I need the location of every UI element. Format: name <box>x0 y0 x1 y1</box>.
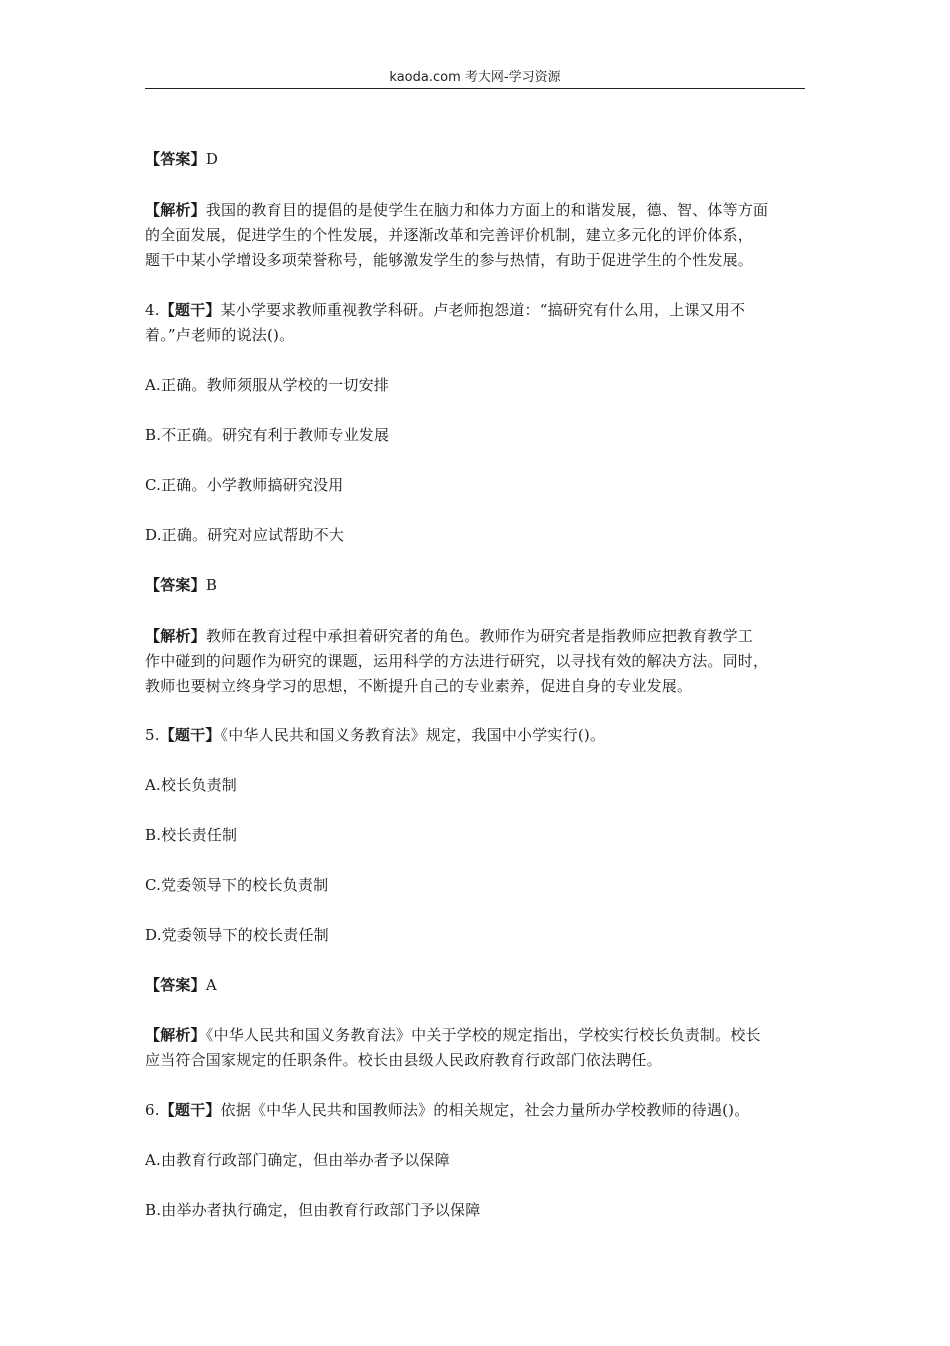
explanation-tag: 【解析】 <box>145 1026 206 1044</box>
option-6b: B.由举办者执行确定，但由教育行政部门予以保障 <box>145 1201 481 1219</box>
answer-4 <box>145 573 817 598</box>
explanation-line: 应当符合国家规定的任职条件。校长由县级人民政府教育行政部门依法聘任。 <box>145 1051 662 1069</box>
option-5c: C.党委领导下的校长负责制 <box>145 876 329 894</box>
question-6: 6.【题干】依据《中华人民共和国教师法》的相关规定，社会力量所办学校教师的待遇()。 <box>145 1101 750 1119</box>
question-number: 4. <box>145 301 160 319</box>
option-4b: B.不正确。研究有利于教师专业发展 <box>145 426 390 444</box>
question-number: 5. <box>145 726 160 744</box>
explanation-line: 教师也要树立终身学习的思想，不断提升自己的专业素养，促进自身的专业发展。 <box>145 677 693 695</box>
question-tag: 【题干】 <box>159 726 221 744</box>
answer-value: B <box>205 576 218 594</box>
question-number: 6. <box>145 1101 160 1119</box>
answer-3 <box>145 147 817 172</box>
option-5b: B.校长责任制 <box>145 826 238 844</box>
option-4a: A.正确。教师须服从学校的一切安排 <box>145 376 390 394</box>
explanation-line: 【解析】《中华人民共和国义务教育法》中关于学校的规定指出，学校实行校长负责制。校长 <box>145 1026 761 1044</box>
explanation-line: 【解析】教师在教育过程中承担着研究者的角色。教师作为研究者是指教师应把教育教学工 <box>145 627 754 645</box>
page-header <box>145 64 805 89</box>
explanation-4 <box>145 624 817 699</box>
question-4 <box>145 298 817 348</box>
option-4c: C.正确。小学教师搞研究没用 <box>145 476 344 494</box>
answer-5 <box>145 973 817 998</box>
option-6a: A.由教育行政部门确定，但由举办者予以保障 <box>145 1151 450 1169</box>
explanation-line: 【解析】我国的教育目的提倡的是使学生在脑力和体力方面上的和谐发展，德、智、体等方面 <box>145 201 769 219</box>
explanation-tag: 【解析】 <box>145 201 206 219</box>
question-line: 4.【题干】某小学要求教师重视教学科研。卢老师抱怨道：“搞研究有什么用，上课又用不 <box>145 301 746 319</box>
question-line: 着。”卢老师的说法()。 <box>145 326 295 344</box>
option-5a: A.校长负责制 <box>145 776 238 794</box>
explanation-3 <box>145 198 817 273</box>
answer-tag: 【答案】 <box>145 576 206 594</box>
answer-tag: 【答案】 <box>145 150 206 168</box>
explanation-line: 作中碰到的问题作为研究的课题，运用科学的方法进行研究，以寻找有效的解决方法。同时， <box>145 652 769 670</box>
question-tag: 【题干】 <box>159 301 221 319</box>
answer-value: D <box>205 150 219 168</box>
explanation-tag: 【解析】 <box>145 627 206 645</box>
answer-tag: 【答案】 <box>145 976 206 994</box>
header-text: kaoda.com 考大网-学习资源 <box>389 70 561 85</box>
question-tag: 【题干】 <box>159 1101 221 1119</box>
question-5: 5.【题干】《中华人民共和国义务教育法》规定，我国中小学实行()。 <box>145 726 606 744</box>
explanation-5 <box>145 1023 817 1073</box>
explanation-line: 题干中某小学增设多项荣誉称号，能够激发学生的参与热情，有助于促进学生的个性发展。 <box>145 251 754 269</box>
explanation-line: 的全面发展，促进学生的个性发展，并逐渐改革和完善评价机制，建立多元化的评价体系， <box>145 226 754 244</box>
option-5d: D.党委领导下的校长责任制 <box>145 926 329 944</box>
answer-value: A <box>205 976 217 994</box>
option-4d: D.正确。研究对应试帮助不大 <box>145 526 345 544</box>
